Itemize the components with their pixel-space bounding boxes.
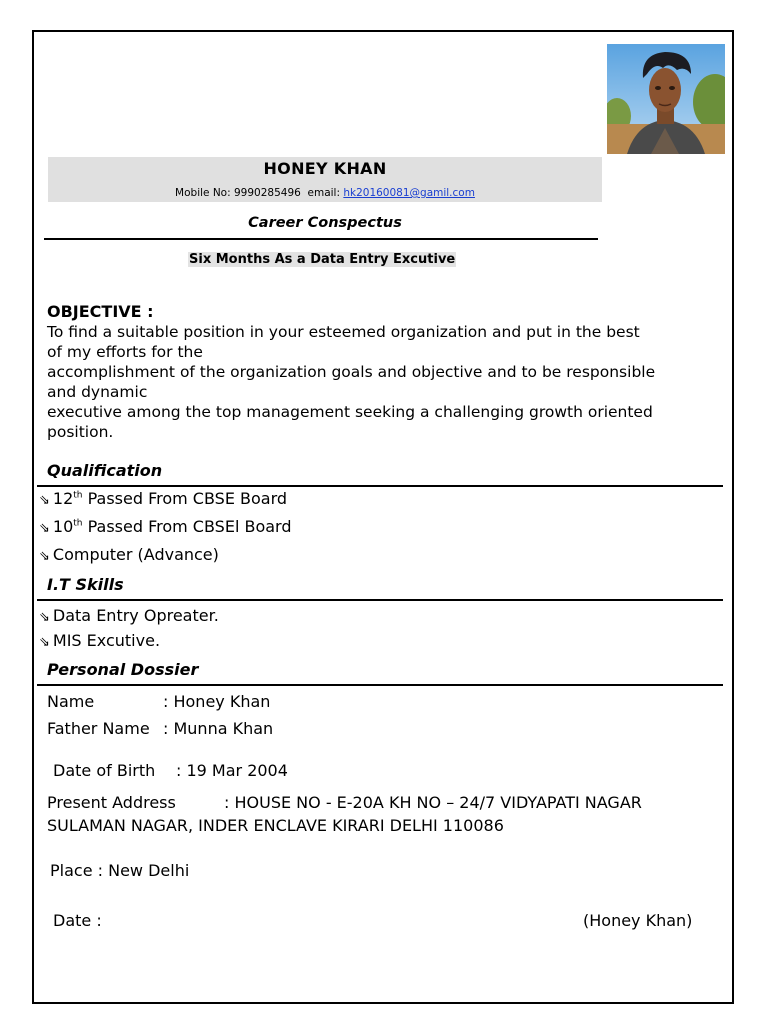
- name-value: : Honey Khan: [163, 692, 271, 711]
- arrow-bullet-icon: ⇘: [39, 635, 50, 650]
- qualification-heading: Qualification: [47, 461, 163, 480]
- objective-line: To find a suitable position in your esteemed organization and put in the best: [47, 323, 640, 341]
- it-skills-divider: [37, 599, 723, 601]
- email-link[interactable]: hk20160081@gamil.com: [343, 187, 475, 199]
- arrow-bullet-icon: ⇘: [39, 610, 50, 625]
- objective-heading: OBJECTIVE :: [47, 302, 154, 321]
- arrow-bullet-icon: ⇘: [39, 521, 50, 536]
- contact-line: [48, 187, 602, 199]
- personal-divider: [37, 684, 723, 686]
- dob-value: : 19 Mar 2004: [176, 761, 288, 780]
- career-divider: [44, 238, 598, 240]
- name-header: [48, 157, 602, 202]
- date-label: Date :: [53, 911, 102, 930]
- arrow-bullet-icon: ⇘: [39, 549, 50, 564]
- objective-line: and dynamic: [47, 383, 148, 401]
- father-label: Father Name: [47, 719, 150, 738]
- objective-line: position.: [47, 423, 114, 441]
- qualification-item: ⇘ 10th Passed From CBSEl Board: [39, 517, 292, 536]
- address-line-1: : HOUSE NO - E-20A KH NO – 24/7 VIDYAPATI NAGAR: [224, 793, 642, 812]
- qualification-item: ⇘ 12th Passed From CBSE Board: [39, 489, 288, 508]
- signature: (Honey Khan): [583, 911, 693, 930]
- career-title: Career Conspectus: [248, 215, 402, 231]
- qualification-divider: [37, 485, 723, 487]
- personal-heading: Personal Dossier: [47, 660, 199, 679]
- arrow-bullet-icon: ⇘: [39, 493, 50, 508]
- qualification-item: ⇘ Computer (Advance): [39, 545, 219, 564]
- place: Place : New Delhi: [50, 861, 190, 880]
- objective-line: accomplishment of the organization goals and objective and to be responsible: [47, 363, 656, 381]
- objective-line: of my efforts for the: [47, 343, 203, 361]
- mobile-number: 9990285496: [234, 187, 301, 199]
- address-line-2: SULAMAN NAGAR, INDER ENCLAVE KIRARI DELHI 110086: [47, 816, 504, 835]
- address-label: Present Address: [47, 793, 176, 812]
- candidate-name: HONEY KHAN: [263, 159, 387, 178]
- objective-line: executive among the top management seeking a challenging growth oriented: [47, 403, 653, 421]
- profile-photo: [607, 44, 725, 154]
- objective-text: [47, 322, 737, 442]
- name-label: Name: [47, 692, 95, 711]
- skill-item: ⇘ MIS Excutive.: [39, 631, 161, 650]
- mobile-label: Mobile No:: [175, 187, 231, 199]
- skill-item: ⇘ Data Entry Opreater.: [39, 606, 219, 625]
- dob-label: Date of Birth: [53, 761, 156, 780]
- father-value: : Munna Khan: [163, 719, 274, 738]
- it-skills-heading: I.T Skills: [47, 575, 124, 594]
- career-summary: Six Months As a Data Entry Excutive: [189, 252, 456, 267]
- email-label: email:: [307, 187, 340, 199]
